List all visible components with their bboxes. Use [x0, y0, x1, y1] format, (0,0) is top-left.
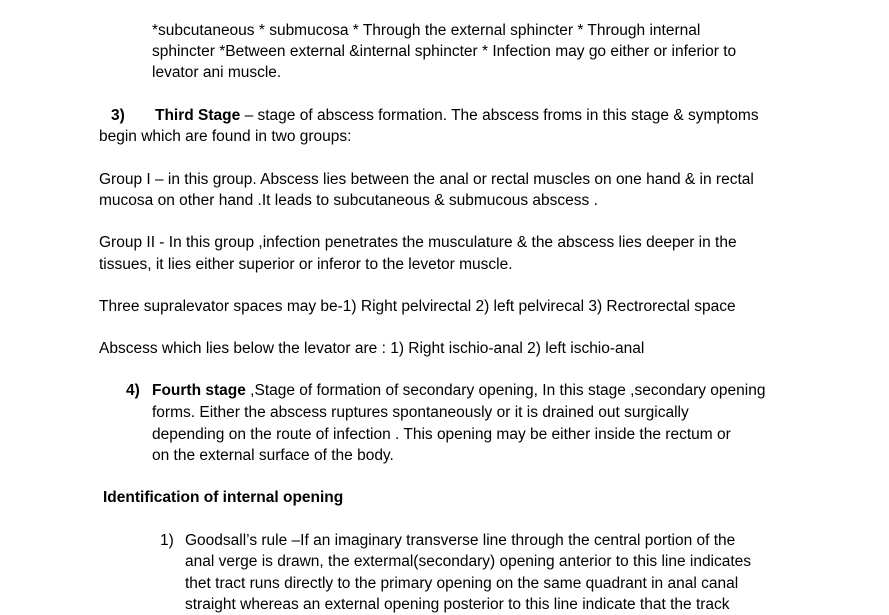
goodsall-line-4: straight whereas an external opening posterior to this line indicate that the track: [185, 596, 730, 613]
group-two-line-2: tissues, it lies either superior or inferor to the levetor muscle.: [99, 256, 513, 273]
fourth-stage-number: 4): [126, 382, 140, 399]
third-stage-line-1: – stage of abscess formation. The abscess froms in this stage & symptoms: [240, 107, 759, 124]
fourth-stage-line-3: depending on the route of infection . This opening may be either inside the rectum or: [152, 426, 731, 443]
goodsall-rule-number: 1): [160, 532, 174, 549]
third-stage-number: 3): [111, 107, 125, 124]
group-two-line-1: Group II - In this group ,infection penetrates the musculature & the abscess lies deeper in the: [99, 234, 737, 251]
sites-line-1: *subcutaneous * submucosa * Through the external sphincter * Through internal: [152, 22, 701, 39]
goodsall-line-3: thet tract runs directly to the primary opening on the same quadrant in anal canal: [185, 575, 739, 592]
fourth-stage-line-1: ,Stage of formation of secondary opening, In this stage ,secondary opening: [245, 382, 766, 399]
group-one-line-2: mucosa on other hand .It leads to subcutaneous & submucous abscess .: [99, 192, 598, 209]
fourth-stage-line-4: on the external surface of the body.: [152, 447, 394, 464]
fourth-stage-title: Fourth stage: [152, 382, 246, 399]
third-stage-title: Third Stage: [155, 107, 241, 124]
below-levator-paragraph: Abscess which lies below the levator are : 1) Right ischio-anal 2) left ischio-anal: [99, 340, 645, 357]
goodsall-line-2: anal verge is drawn, the extermal(secondary) opening anterior to this line indicates: [185, 553, 752, 570]
supralevator-spaces-paragraph: Three supralevator spaces may be-1) Right pelvirectal 2) left pelvirecal 3) Rectrorectal space: [99, 298, 736, 315]
group-one-line-1: Group I – in this group. Abscess lies between the anal or rectal muscles on one hand & in rectal: [99, 171, 754, 188]
sites-line-2: sphincter *Between external &internal sphincter * Infection may go either or inferior to: [152, 43, 737, 60]
internal-opening-heading: Identification of internal opening: [103, 489, 344, 506]
fourth-stage-line-2: forms. Either the abscess ruptures spontaneously or it is drained out surgically: [152, 404, 689, 421]
goodsall-line-1: Goodsall’s rule –If an imaginary transverse line through the central portion of the: [185, 532, 736, 549]
sites-line-3: levator ani muscle.: [152, 64, 282, 81]
third-stage-line-2: begin which are found in two groups:: [99, 128, 352, 145]
